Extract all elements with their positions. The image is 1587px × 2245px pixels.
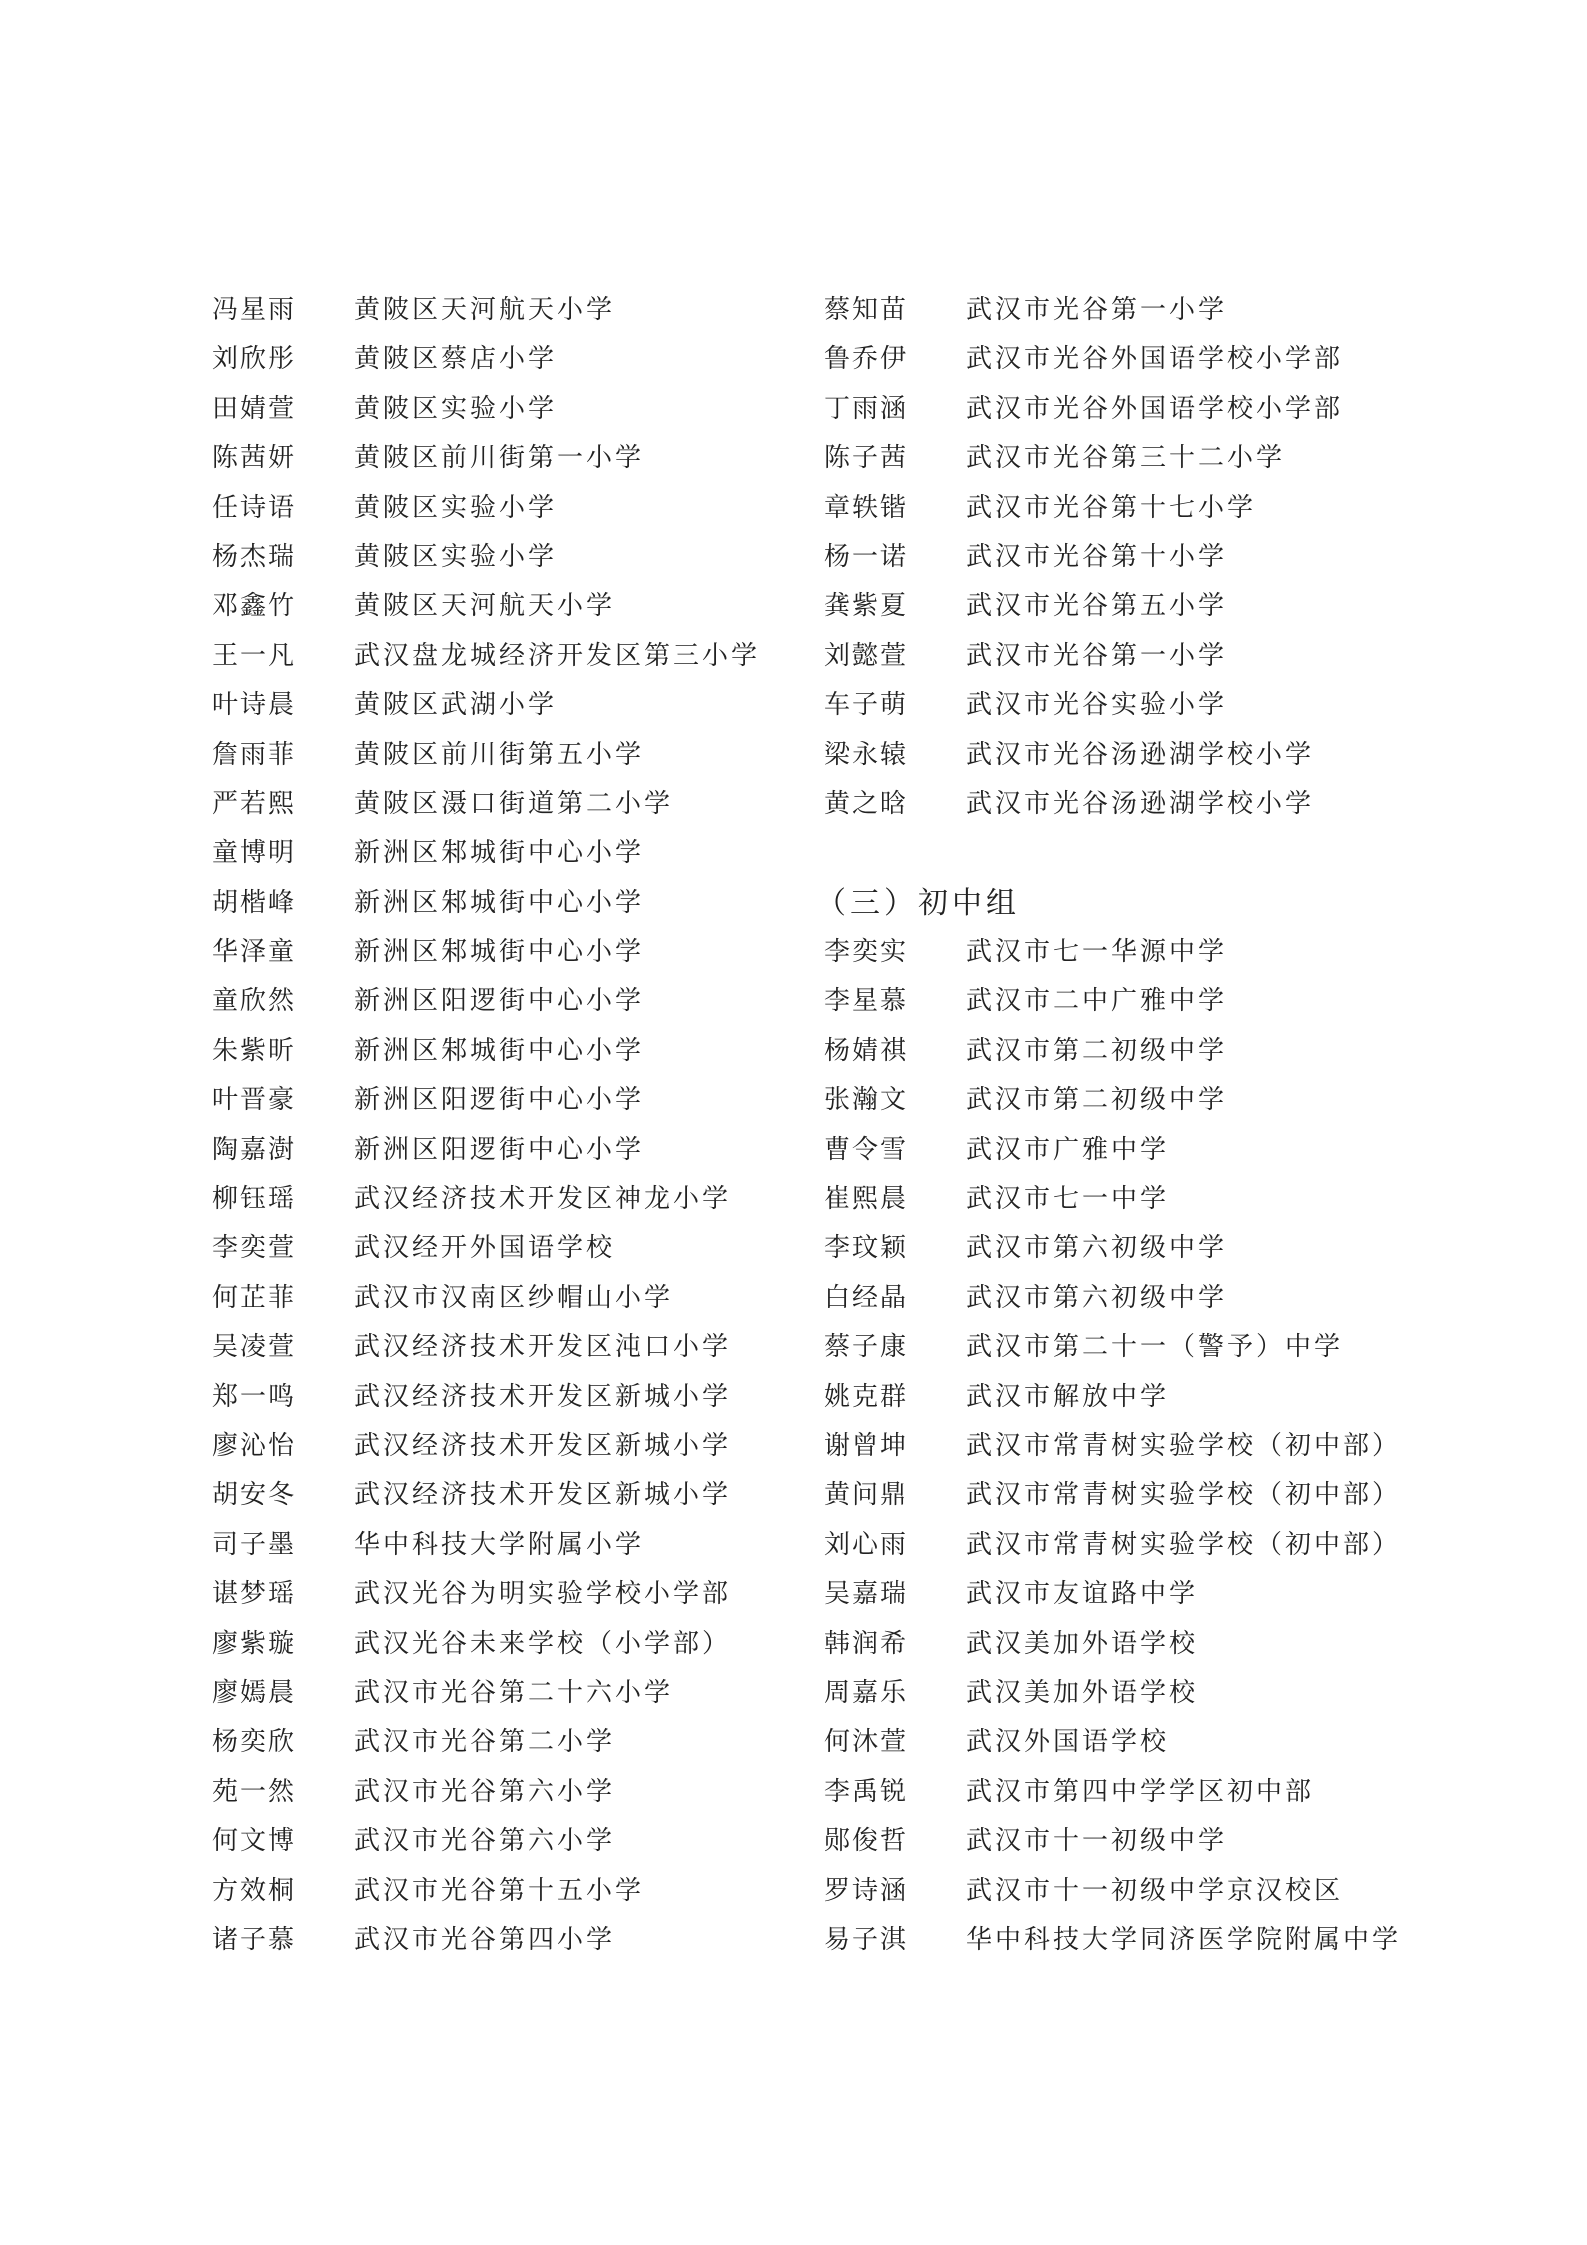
school-name: 武汉市光谷第十五小学 <box>354 1875 645 1906</box>
student-name: 田婧萱 <box>212 393 297 424</box>
list-item <box>212 1274 812 1323</box>
list-item <box>212 286 812 335</box>
list-item <box>824 1373 1524 1422</box>
student-name: 刘懿萱 <box>824 640 909 671</box>
student-name: 姚克群 <box>824 1381 909 1412</box>
school-name: 武汉经济技术开发区沌口小学 <box>354 1332 732 1363</box>
school-name: 武汉市常青树实验学校（初中部） <box>966 1430 1402 1461</box>
list-item <box>824 1076 1524 1125</box>
list-item <box>212 1521 812 1570</box>
list-item <box>212 1867 812 1916</box>
list-item <box>824 1669 1524 1718</box>
list-item <box>824 1867 1524 1916</box>
right-list-primary <box>824 286 1524 829</box>
school-name: 武汉光谷未来学校（小学部） <box>354 1628 732 1659</box>
list-item <box>212 829 812 878</box>
student-name: 杨一诺 <box>824 541 909 572</box>
school-name: 武汉市光谷汤逊湖学校小学 <box>966 788 1315 819</box>
student-name: 梁永辕 <box>824 739 909 770</box>
section-heading: （三）初中组 <box>816 885 1020 921</box>
list-item <box>212 582 812 631</box>
list-item <box>824 335 1524 384</box>
student-name: 童欣然 <box>212 986 297 1017</box>
list-item <box>824 1620 1524 1669</box>
school-name: 武汉市十一初级中学 <box>966 1826 1228 1857</box>
list-item <box>824 632 1524 681</box>
school-name: 华中科技大学同济医学院附属中学 <box>966 1924 1402 1955</box>
school-name: 武汉市汉南区纱帽山小学 <box>354 1282 674 1313</box>
student-name: 胡楷峰 <box>212 887 297 918</box>
student-name: 苑一然 <box>212 1776 297 1807</box>
list-item <box>212 632 812 681</box>
section-gap <box>824 829 1524 878</box>
student-name: 章轶锴 <box>824 492 909 523</box>
student-name: 华泽童 <box>212 937 297 968</box>
student-name: 蔡知苗 <box>824 295 909 325</box>
school-name: 武汉市光谷第二小学 <box>354 1727 616 1758</box>
list-item <box>824 286 1524 335</box>
school-name: 武汉市光谷第十七小学 <box>966 492 1257 523</box>
student-name: 廖嫣晨 <box>212 1677 297 1708</box>
school-name: 黄陂区天河航天小学 <box>354 591 616 622</box>
student-name: 刘心雨 <box>824 1529 909 1560</box>
student-name: 谢曾坤 <box>824 1430 909 1461</box>
list-item <box>212 1669 812 1718</box>
list-item <box>824 1471 1524 1520</box>
school-name: 武汉市常青树实验学校（初中部） <box>966 1529 1402 1560</box>
student-name: 蔡子康 <box>824 1332 909 1363</box>
school-name: 武汉市光谷第二十六小学 <box>354 1677 674 1708</box>
school-name: 黄陂区滠口街道第二小学 <box>354 788 674 819</box>
student-name: 周嘉乐 <box>824 1677 909 1708</box>
student-name: 罗诗涵 <box>824 1875 909 1906</box>
student-name: 邓鑫竹 <box>212 591 297 622</box>
school-name: 武汉经济技术开发区新城小学 <box>354 1381 732 1412</box>
list-item <box>824 484 1524 533</box>
student-name: 李禹锐 <box>824 1776 909 1807</box>
list-item <box>824 1718 1524 1767</box>
school-name: 武汉市第二十一（警予）中学 <box>966 1332 1344 1363</box>
school-name: 黄陂区天河航天小学 <box>354 295 616 325</box>
student-name: 王一凡 <box>212 640 297 671</box>
school-name: 黄陂区实验小学 <box>354 393 558 424</box>
student-name: 白经晶 <box>824 1282 909 1313</box>
list-item <box>824 681 1524 730</box>
list-item <box>212 1471 812 1520</box>
student-name: 詹雨菲 <box>212 739 297 770</box>
school-name: 黄陂区武湖小学 <box>354 690 558 721</box>
school-name: 新洲区阳逻街中心小学 <box>354 986 645 1017</box>
list-item <box>212 928 812 977</box>
student-name: 李奕萱 <box>212 1233 297 1264</box>
list-item <box>212 1323 812 1372</box>
student-name: 叶晋豪 <box>212 1085 297 1116</box>
list-item <box>212 1620 812 1669</box>
student-name: 李星慕 <box>824 986 909 1017</box>
student-name: 曹令雪 <box>824 1134 909 1165</box>
list-item <box>212 1916 812 1965</box>
list-item <box>824 731 1524 780</box>
list-item <box>824 434 1524 483</box>
list-item <box>824 1126 1524 1175</box>
school-name: 武汉市光谷外国语学校小学部 <box>966 393 1344 424</box>
list-item <box>212 1817 812 1866</box>
school-name: 武汉盘龙城经济开发区第三小学 <box>354 640 761 671</box>
right-list-middle-school <box>824 928 1524 1965</box>
student-name: 方效桐 <box>212 1875 297 1906</box>
school-name: 武汉市光谷第五小学 <box>966 591 1228 622</box>
school-name: 武汉经济技术开发区新城小学 <box>354 1430 732 1461</box>
school-name: 武汉市广雅中学 <box>966 1134 1170 1165</box>
school-name: 新洲区阳逻街中心小学 <box>354 1085 645 1116</box>
school-name: 武汉市光谷第十小学 <box>966 541 1228 572</box>
student-name: 任诗语 <box>212 492 297 523</box>
school-name: 武汉市第六初级中学 <box>966 1282 1228 1313</box>
school-name: 武汉市光谷外国语学校小学部 <box>966 344 1344 375</box>
school-name: 武汉美加外语学校 <box>966 1677 1199 1708</box>
school-name: 黄陂区蔡店小学 <box>354 344 558 375</box>
school-name: 武汉经济技术开发区神龙小学 <box>354 1184 732 1215</box>
student-name: 车子萌 <box>824 690 909 721</box>
school-name: 黄陂区前川街第一小学 <box>354 443 645 474</box>
right-column <box>816 286 1524 1965</box>
list-item <box>212 385 812 434</box>
school-name: 武汉美加外语学校 <box>966 1628 1199 1659</box>
school-name: 武汉市光谷第六小学 <box>354 1776 616 1807</box>
student-name: 郧俊哲 <box>824 1826 909 1857</box>
list-item <box>824 1817 1524 1866</box>
list-item <box>824 582 1524 631</box>
list-item <box>824 928 1524 977</box>
list-item <box>824 977 1524 1026</box>
school-name: 黄陂区实验小学 <box>354 541 558 572</box>
list-item <box>824 780 1524 829</box>
list-item <box>824 1323 1524 1372</box>
student-name: 廖紫璇 <box>212 1628 297 1659</box>
list-item <box>824 1274 1524 1323</box>
school-name: 武汉市二中广雅中学 <box>966 986 1228 1017</box>
list-item <box>212 1224 812 1273</box>
school-name: 武汉市光谷实验小学 <box>966 690 1228 721</box>
school-name: 武汉市第二初级中学 <box>966 1085 1228 1116</box>
school-name: 武汉市解放中学 <box>966 1381 1170 1412</box>
school-name: 新洲区邾城街中心小学 <box>354 937 645 968</box>
school-name: 武汉市光谷汤逊湖学校小学 <box>966 739 1315 770</box>
student-name: 李玟颖 <box>824 1233 909 1264</box>
school-name: 武汉经开外国语学校 <box>354 1233 616 1264</box>
student-name: 诸子慕 <box>212 1924 297 1955</box>
list-item <box>212 731 812 780</box>
student-name: 何文博 <box>212 1826 297 1857</box>
left-column <box>212 286 812 1965</box>
school-name: 武汉市常青树实验学校（初中部） <box>966 1480 1402 1511</box>
school-name: 武汉市七一华源中学 <box>966 937 1228 968</box>
list-item <box>824 1916 1524 1965</box>
student-name: 吴嘉瑞 <box>824 1579 909 1610</box>
school-name: 武汉光谷为明实验学校小学部 <box>354 1579 732 1610</box>
list-item <box>212 484 812 533</box>
student-name: 黄问鼎 <box>824 1480 909 1511</box>
student-name: 冯星雨 <box>212 295 297 325</box>
school-name: 武汉市第六初级中学 <box>966 1233 1228 1264</box>
school-name: 黄陂区前川街第五小学 <box>354 739 645 770</box>
student-name: 崔熙晨 <box>824 1184 909 1215</box>
list-item <box>824 1570 1524 1619</box>
student-name: 严若熙 <box>212 788 297 819</box>
student-name: 韩润希 <box>824 1628 909 1659</box>
school-name: 武汉市光谷第一小学 <box>966 295 1228 325</box>
school-name: 武汉市第四中学学区初中部 <box>966 1776 1315 1807</box>
list-item <box>212 681 812 730</box>
student-name: 陶嘉澍 <box>212 1134 297 1165</box>
list-item <box>212 1422 812 1471</box>
list-item <box>212 1718 812 1767</box>
list-item <box>212 1570 812 1619</box>
student-name: 杨奕欣 <box>212 1727 297 1758</box>
list-item <box>212 1373 812 1422</box>
list-item <box>824 533 1524 582</box>
student-name: 柳钰瑶 <box>212 1184 297 1215</box>
student-name: 鲁乔伊 <box>824 344 909 375</box>
student-name: 杨婧祺 <box>824 1035 909 1066</box>
student-name: 李奕实 <box>824 937 909 968</box>
school-name: 武汉外国语学校 <box>966 1727 1170 1758</box>
school-name: 武汉市七一中学 <box>966 1184 1170 1215</box>
school-name: 武汉市光谷第六小学 <box>354 1826 616 1857</box>
student-name: 叶诗晨 <box>212 690 297 721</box>
list-item <box>824 385 1524 434</box>
list-item <box>212 1027 812 1076</box>
list-item <box>212 1768 812 1817</box>
student-name: 丁雨涵 <box>824 393 909 424</box>
student-name: 易子淇 <box>824 1924 909 1955</box>
school-name: 黄陂区实验小学 <box>354 492 558 523</box>
school-name: 新洲区邾城街中心小学 <box>354 1035 645 1066</box>
list-item <box>212 879 812 928</box>
student-name: 杨杰瑞 <box>212 541 297 572</box>
list-item <box>212 434 812 483</box>
student-name: 张瀚文 <box>824 1085 909 1116</box>
list-item <box>824 1027 1524 1076</box>
student-name: 郑一鸣 <box>212 1381 297 1412</box>
school-name: 新洲区邾城街中心小学 <box>354 887 645 918</box>
school-name: 武汉经济技术开发区新城小学 <box>354 1480 732 1511</box>
school-name: 武汉市光谷第四小学 <box>354 1924 616 1955</box>
student-name: 陈茜妍 <box>212 443 297 474</box>
student-name: 谌梦瑶 <box>212 1579 297 1610</box>
student-name: 刘欣彤 <box>212 344 297 375</box>
list-item <box>212 533 812 582</box>
student-name: 胡安冬 <box>212 1480 297 1511</box>
list-item <box>212 1076 812 1125</box>
student-name: 何沐萱 <box>824 1727 909 1758</box>
student-name: 童博明 <box>212 838 297 869</box>
list-item <box>824 1224 1524 1273</box>
school-name: 武汉市光谷第一小学 <box>966 640 1228 671</box>
list-item <box>824 1521 1524 1570</box>
school-name: 新洲区阳逻街中心小学 <box>354 1134 645 1165</box>
student-name: 陈子茜 <box>824 443 909 474</box>
list-item <box>212 977 812 1026</box>
school-name: 武汉市友谊路中学 <box>966 1579 1199 1610</box>
list-item <box>212 780 812 829</box>
school-name: 新洲区邾城街中心小学 <box>354 838 645 869</box>
student-name: 吴凌萱 <box>212 1332 297 1363</box>
student-name: 朱紫昕 <box>212 1035 297 1066</box>
student-name: 司子墨 <box>212 1529 297 1560</box>
school-name: 武汉市十一初级中学京汉校区 <box>966 1875 1344 1906</box>
list-item <box>824 1422 1524 1471</box>
list-item <box>824 1175 1524 1224</box>
student-name: 何芷菲 <box>212 1282 297 1313</box>
list-item <box>212 335 812 384</box>
list-item <box>824 1768 1524 1817</box>
school-name: 华中科技大学附属小学 <box>354 1529 645 1560</box>
school-name: 武汉市光谷第三十二小学 <box>966 443 1286 474</box>
list-item <box>212 1126 812 1175</box>
student-name: 廖沁怡 <box>212 1430 297 1461</box>
student-name: 黄之晗 <box>824 788 909 819</box>
student-name: 龚紫夏 <box>824 591 909 622</box>
school-name: 武汉市第二初级中学 <box>966 1035 1228 1066</box>
list-item <box>212 1175 812 1224</box>
